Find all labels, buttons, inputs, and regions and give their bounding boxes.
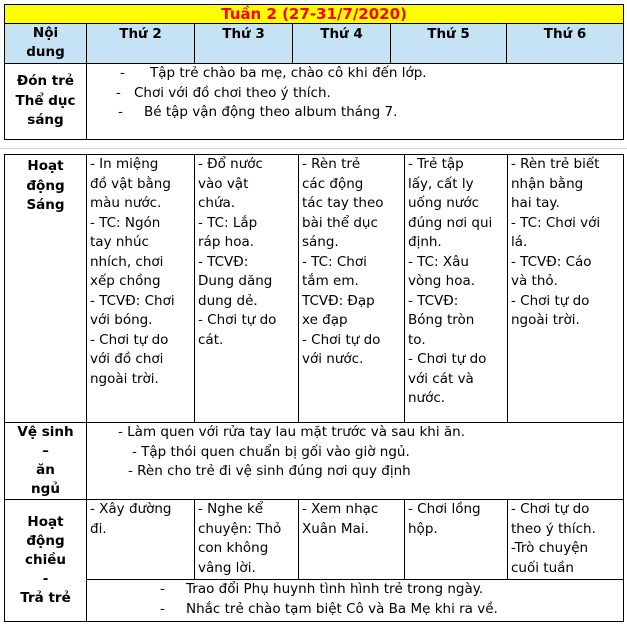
- ve-sinh-label: [5, 423, 87, 500]
- activity-line: nhận bằng: [511, 175, 584, 192]
- day-header-thu: Thứ 5: [391, 24, 507, 64]
- activity-line: - Chơi lồng: [408, 501, 481, 517]
- hdc-tue: [195, 500, 299, 580]
- activity-line: đúng nơi qui: [408, 214, 493, 231]
- activity-line: lá.: [511, 234, 528, 250]
- activity-line: hộp.: [408, 520, 438, 537]
- activity-line: vòng hoa.: [408, 273, 476, 289]
- hdc-thu: [405, 500, 508, 580]
- activity-line: - TCVĐ:: [408, 292, 459, 309]
- tra-tre-content: [87, 580, 624, 622]
- activity-line: - Xem nhạc: [302, 501, 379, 517]
- ve-sinh-content: [87, 423, 624, 500]
- activity-line: lấy, cất ly: [408, 175, 474, 192]
- activity-line: - Đổ nước: [198, 156, 263, 172]
- activity-line: ngoài trời.: [90, 370, 159, 387]
- activity-line: TCVĐ: Đạp: [302, 292, 375, 309]
- day-header-mon: Thứ 2: [87, 24, 195, 64]
- activity-line: - Rèn trẻ biết: [511, 156, 600, 172]
- hds-wed: [299, 155, 405, 423]
- activity-line: bài thể dục: [302, 214, 378, 231]
- hdc-label-4: -: [42, 571, 49, 587]
- activity-line: Dung dăng: [198, 273, 273, 289]
- hdc-label-3: chiều: [24, 552, 66, 568]
- hdc-mon: [87, 500, 195, 580]
- activity-line: cát.: [198, 331, 224, 348]
- activity-line: dung dẻ.: [198, 292, 258, 309]
- ve-sinh-item: - Rèn cho trẻ đi vệ sinh đúng nơi quy định: [128, 463, 411, 479]
- activity-line: uống nước: [408, 195, 480, 211]
- activity-line: Bóng tròn: [408, 312, 475, 328]
- activity-line: - Chơi tự do: [198, 312, 277, 328]
- activity-line: - Chơi tự do: [90, 331, 169, 348]
- activity-line: - Chơi tự do: [511, 501, 590, 517]
- don-tre-label: [5, 64, 87, 140]
- activity-line: - TC: Chơi với: [511, 214, 601, 231]
- activity-line: - TC: Ngón: [90, 214, 161, 231]
- activity-line: - Chơi tự do: [511, 292, 590, 309]
- hoat-dong-chieu-label: [5, 500, 87, 622]
- activity-line: - TC: Lắp: [198, 214, 258, 231]
- day-header-tue: Thứ 3: [195, 24, 293, 64]
- activity-line: - Nghe kể: [198, 501, 264, 517]
- activity-line: - Rèn trẻ: [302, 156, 361, 172]
- activity-line: sáng.: [302, 234, 339, 250]
- hds-tue: [195, 155, 299, 423]
- day-header-wed: Thứ 4: [293, 24, 391, 64]
- don-tre-label-3: sáng: [27, 112, 64, 129]
- activity-line: với nước.: [302, 351, 364, 367]
- activity-line: - TCVĐ:: [198, 253, 249, 270]
- activity-line: theo ý thích.: [511, 520, 596, 537]
- activity-line: xếp chồng: [90, 273, 161, 289]
- activity-line: con không: [198, 540, 269, 556]
- schedule-header-table: [4, 4, 624, 140]
- activity-line: với đồ chơi: [90, 351, 164, 367]
- day-header-fri: Thứ 6: [507, 24, 624, 64]
- hoat-dong-sang-label: [5, 155, 87, 423]
- activity-line: - Xây đường: [90, 501, 172, 517]
- activity-line: ngoài trời.: [511, 312, 580, 328]
- tra-tre-item: - Nhắc trẻ chào tạm biệt Cô và Ba Mẹ khi ra về.: [160, 600, 498, 617]
- divider: [0, 148, 627, 149]
- hds-label-1: Hoạt: [27, 158, 64, 174]
- activity-line: với bóng.: [90, 312, 153, 328]
- don-tre-item: - Tập trẻ chào ba mẹ, chào cô khi đến lớp.: [90, 64, 620, 84]
- ve-sinh-label-1: Vệ sinh: [17, 424, 74, 440]
- don-tre-item: - Bé tập vận động theo album tháng 7.: [90, 103, 620, 123]
- hds-fri: [508, 155, 624, 423]
- noidung-line-1: Nội: [32, 25, 59, 41]
- activity-line: chuyện: Thỏ: [198, 520, 282, 537]
- activity-line: chứa.: [198, 195, 236, 211]
- activity-line: - Trẻ tập: [408, 156, 464, 172]
- activity-line: cuối tuần: [511, 559, 574, 576]
- schedule-activities-table: [4, 154, 624, 622]
- activity-line: ráp hoa.: [198, 234, 255, 250]
- ve-sinh-label-4: ngủ: [31, 481, 60, 497]
- don-tre-label-1: Đón trẻ: [16, 73, 75, 90]
- don-tre-label-2: Thể dục: [15, 92, 76, 109]
- hds-label-3: Sáng: [26, 197, 65, 213]
- activity-line: hai tay.: [511, 195, 560, 211]
- activity-line: - TCVĐ: Cáo: [511, 253, 592, 270]
- hdc-label-1: Hoạt: [27, 514, 64, 530]
- activity-line: - Chơi tự do: [408, 351, 487, 367]
- activity-line: với cát và: [408, 370, 474, 387]
- activity-line: đi.: [90, 520, 107, 537]
- hds-thu: [405, 155, 508, 423]
- activity-line: định.: [408, 234, 442, 250]
- activity-line: -Trò chuyện: [511, 540, 589, 556]
- activity-line: đồ vật bằng: [90, 175, 171, 192]
- activity-line: tay nhúc: [90, 234, 149, 250]
- hds-mon: [87, 155, 195, 423]
- activity-line: màu nước.: [90, 195, 162, 211]
- activity-line: xe đạp: [302, 312, 348, 328]
- activity-line: vâng lời.: [198, 559, 256, 576]
- activity-line: to.: [408, 331, 426, 348]
- activity-line: - In miệng: [90, 156, 159, 172]
- hdc-fri: [508, 500, 624, 580]
- activity-line: - TC: Chơi: [302, 253, 367, 270]
- ve-sinh-label-3: ăn: [36, 462, 55, 478]
- ve-sinh-item: - Làm quen với rửa tay lau mặt trước và sau khi ăn.: [118, 424, 465, 440]
- hdc-label-5: Trả trẻ: [20, 590, 71, 606]
- activity-line: - TCVĐ: Chơi: [90, 292, 175, 309]
- activity-line: - Chơi tự do: [302, 331, 381, 348]
- ve-sinh-label-2: –: [42, 443, 49, 459]
- activity-line: vào vật: [198, 175, 249, 192]
- activity-line: tác tay theo: [302, 195, 384, 211]
- ve-sinh-item: - Tập thói quen chuẩn bị gối vào giờ ngủ.: [132, 443, 410, 460]
- hds-label-2: động: [26, 177, 65, 194]
- activity-line: các động: [302, 175, 364, 192]
- week-title: Tuần 2 (27-31/7/2020): [5, 5, 624, 24]
- tra-tre-item: - Trao đổi Phụ huynh tình hình trẻ trong ngày.: [160, 581, 484, 597]
- hdc-wed: [299, 500, 405, 580]
- noidung-line-2: dung: [26, 44, 65, 60]
- activity-line: nước.: [408, 390, 446, 406]
- activity-line: và thỏ.: [511, 273, 558, 289]
- don-tre-item: - Chơi với đồ chơi theo ý thích.: [90, 84, 620, 104]
- don-tre-content: [87, 64, 624, 140]
- noidung-header: [5, 24, 87, 64]
- activity-line: nhích, chơi: [90, 253, 164, 270]
- hdc-label-2: động: [26, 533, 65, 549]
- activity-line: Xuân Mai.: [302, 520, 369, 537]
- activity-line: - TC: Xâu: [408, 253, 469, 270]
- activity-line: tắm em.: [302, 273, 359, 289]
